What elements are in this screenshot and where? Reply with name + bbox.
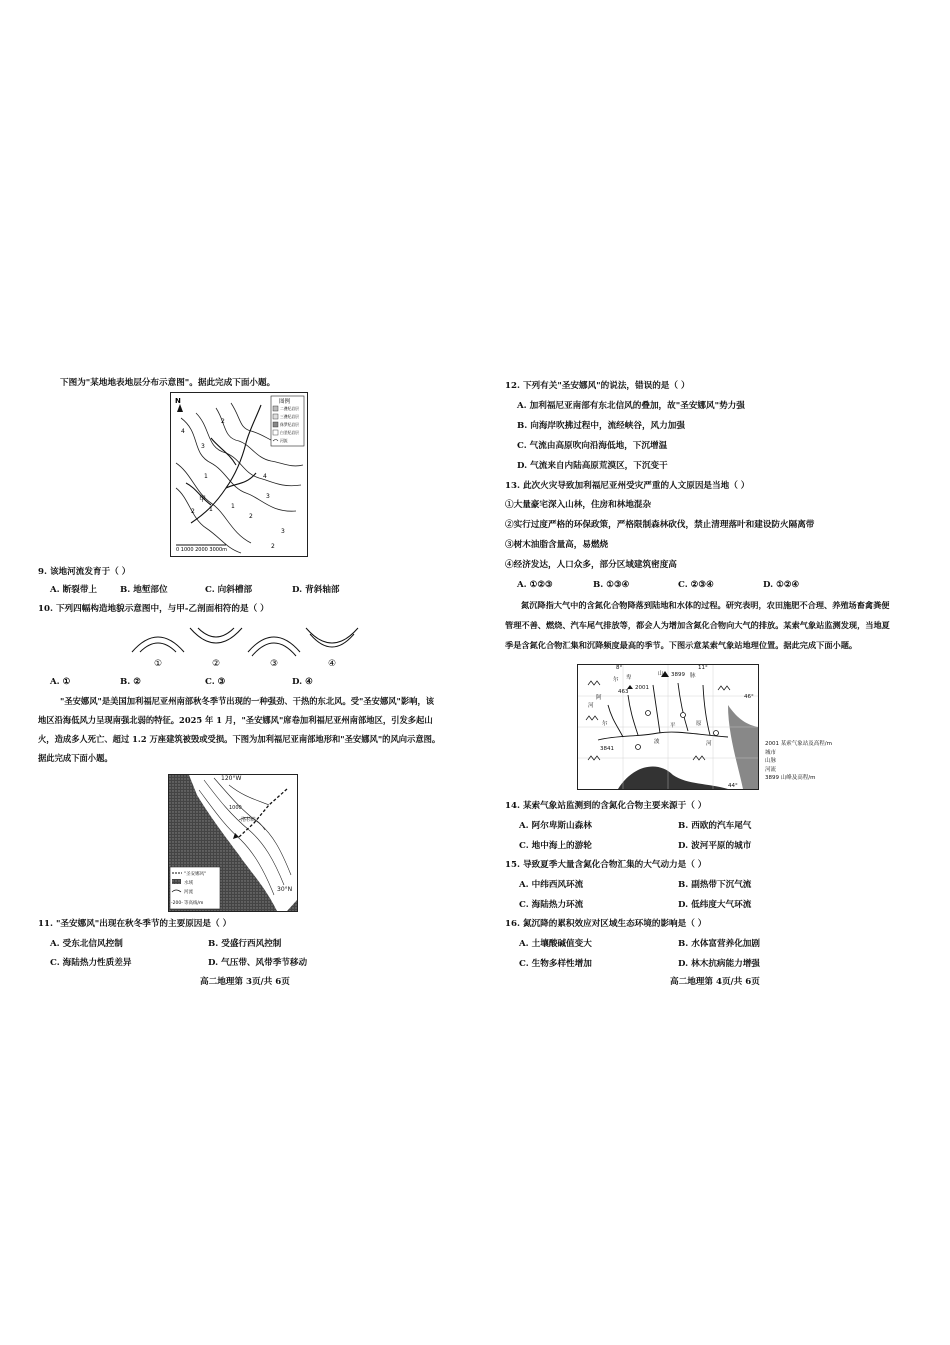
label-num: 3 <box>281 528 285 535</box>
q14-option-d[interactable]: D. 波河平原的城市 <box>678 841 752 851</box>
map-label: 河 <box>706 741 712 747</box>
q12-option-b[interactable]: B. 向海岸吹拂过程中，流经峡谷，风力加强 <box>517 421 685 431</box>
map-label: 平 <box>670 723 676 729</box>
q13-item: ①大量豪宅深入山林，住房和林地混杂 <box>505 500 652 510</box>
q13-option-d[interactable]: D. ①②④ <box>763 580 800 590</box>
q10-option-c[interactable]: C. ③ <box>205 677 226 687</box>
q11-option-d[interactable]: D. 气压带、风带季节移动 <box>208 958 308 968</box>
q14-option-c[interactable]: C. 地中海上的游轮 <box>519 841 592 851</box>
label-num: 2 <box>249 513 253 520</box>
q10-option-d[interactable]: D. ④ <box>292 677 313 687</box>
page-footer: 高二地理第 4页/共 6页 <box>670 977 760 987</box>
q12-stem: 12. 下列有关"圣安娜风"的说法，错误的是（ ） <box>505 381 690 391</box>
elev-label: 3841 <box>600 746 614 752</box>
legend-item: 白垩纪岩层 <box>280 430 299 435</box>
q12-option-a[interactable]: A. 加利福尼亚南部有东北信风的叠加，故"圣安娜风"势力强 <box>517 401 745 411</box>
q16-option-c[interactable]: C. 生物多样性增加 <box>519 959 592 969</box>
right-page <box>475 0 950 1345</box>
q13-option-a[interactable]: A. ①②③ <box>517 580 553 590</box>
label-num: 2 <box>271 543 275 550</box>
map-label: 卑 <box>626 675 632 681</box>
city-label: 洛杉矶 <box>241 817 257 823</box>
q13-item: ②实行过度严格的环保政策，严格限制森林砍伐，禁止清理落叶和建设防火隔离带 <box>505 520 815 530</box>
legend-item: 二叠纪岩层 <box>280 406 299 411</box>
label-num: 3 <box>266 493 270 500</box>
fold-label: ④ <box>327 659 337 669</box>
passage-line: 氮沉降指大气中的含氮化合物降落到陆地和水体的过程。研究表明，农田施肥不合理、养殖场畜禽粪便 <box>521 600 890 610</box>
q15-stem: 15. 导致夏季大量含氮化合物汇集的大气动力是（ ） <box>505 860 707 870</box>
q15-option-b[interactable]: B. 副热带下沉气流 <box>678 880 752 890</box>
label-num: 1 <box>204 473 208 480</box>
q9-option-a[interactable]: A. 断裂带上 <box>50 585 98 595</box>
passage-line: 据此完成下面小题。 <box>38 753 113 763</box>
map-label: 原 <box>696 721 702 727</box>
fold-label: ③ <box>269 659 279 669</box>
q13-item: ③树木油脂含量高，易燃烧 <box>505 540 609 550</box>
legend-item: 山脉 <box>765 758 777 765</box>
po-valley-map-svg <box>578 665 758 789</box>
north-label: N <box>175 397 181 405</box>
q9-option-c[interactable]: C. 向斜槽部 <box>205 585 253 595</box>
legend-item: 3899 山峰及高程/m <box>765 775 816 782</box>
q12-option-d[interactable]: D. 气流来自内陆高原荒漠区，下沉变干 <box>517 461 668 471</box>
label-num: 4 <box>181 428 185 435</box>
q13-item: ④经济发达，人口众多，部分区域建筑密度高 <box>505 560 677 570</box>
po-map-legend <box>765 740 832 783</box>
map-label: 河 <box>588 703 594 709</box>
legend-title: 图例 <box>279 399 291 405</box>
fold-diagrams <box>130 622 360 670</box>
q16-stem: 16. 氮沉降的累积效应对区域生态环境的影响是（ ） <box>505 919 707 929</box>
label-num: 1 <box>231 503 235 510</box>
lon-label: 8° <box>616 665 623 671</box>
q15-option-c[interactable]: C. 海陆热力环流 <box>519 900 584 910</box>
q15-option-a[interactable]: A. 中纬西风环流 <box>519 880 584 890</box>
label-num: 1 <box>209 506 213 513</box>
california-map-svg <box>169 775 297 911</box>
lat-label: 44° <box>728 783 738 789</box>
fold-label: ① <box>153 659 163 669</box>
q14-option-b[interactable]: B. 西欧的汽车尾气 <box>678 821 752 831</box>
label-num: 2 <box>221 418 225 425</box>
map-label: 脉 <box>690 673 696 679</box>
map-label: 山 <box>658 671 664 677</box>
q9-option-d[interactable]: D. 背斜轴部 <box>292 585 340 595</box>
legend-item: 河流 <box>184 890 193 895</box>
q11-option-b[interactable]: B. 受盛行西风控制 <box>208 939 282 949</box>
strata-map-svg <box>171 393 307 556</box>
q13-option-c[interactable]: C. ②③④ <box>678 580 714 590</box>
legend-item: "圣安娜风" <box>184 872 207 877</box>
q14-stem: 14. 某索气象站监测到的含氮化合物主要来源于（ ） <box>505 801 707 811</box>
legend-item: 河流 <box>765 766 777 773</box>
q13-stem: 13. 此次火灾导致加利福尼亚州受灾严重的人文原因是当地（ ） <box>505 481 750 491</box>
california-map-figure <box>168 774 298 912</box>
station-label: 2001 <box>635 685 649 691</box>
legend-item: 2001 某索气象站及高程/m <box>765 741 832 747</box>
map-label: 尔 <box>613 677 619 683</box>
q16-option-b[interactable]: B. 水体富营养化加剧 <box>678 939 760 949</box>
label-num: 3 <box>201 443 205 450</box>
q16-option-a[interactable]: A. 土壤酸碱值变大 <box>519 939 592 949</box>
passage-line: 管理不善、燃烧、汽车尾气排放等，都会人为增加含氮化合物向大气的排放。某索气象站监测发现，当地夏 <box>505 620 890 630</box>
q13-option-b[interactable]: B. ①③④ <box>593 580 630 590</box>
q10-option-a[interactable]: A. ① <box>50 677 71 687</box>
lat-label: 30°N <box>277 886 293 893</box>
lat-label: 46° <box>744 694 754 700</box>
legend-item: 城市 <box>765 749 777 756</box>
map-intro: 下图为"某地地表地层分布示意图"。据此完成下面小题。 <box>60 378 276 388</box>
north-arrow-icon <box>177 404 183 412</box>
legend-item: 水域 <box>184 881 193 886</box>
label-num: 2 <box>191 508 195 515</box>
q9-option-b[interactable]: B. 地堑部位 <box>120 585 168 595</box>
label-num: 4 <box>263 473 267 480</box>
label-jia: 甲 <box>199 495 206 503</box>
passage-line: "圣安娜风"是美国加利福尼亚州南部秋冬季节出现的一种强劲、干热的东北风。受"圣安娜风"影响，该 <box>60 696 435 706</box>
passage-line: 地区沿海低风力呈现南强北弱的特征。2025 年 1 月，"圣安娜风"席卷加利福尼亚州南部地区，引发多起山 <box>38 715 433 725</box>
legend-item: 侏罗纪岩层 <box>280 422 299 427</box>
legend-contour-key: -200- <box>171 901 183 906</box>
strata-map-figure <box>170 392 308 557</box>
passage-line: 火，造成多人死亡、超过 1.2 万座建筑被毁或受损。下图为加利福尼亚南部地形和"圣安娜风"的风向示意图。 <box>38 734 441 744</box>
q11-option-c[interactable]: C. 海陆热力性质差异 <box>50 958 132 968</box>
lon-label: 11° <box>698 665 708 671</box>
peak-label: 3899 <box>671 672 685 678</box>
q11-option-a[interactable]: A. 受东北信风控制 <box>50 939 123 949</box>
q9-stem: 9. 该地河流发育于（ ） <box>38 567 131 577</box>
page-footer: 高二地理第 3页/共 6页 <box>200 977 290 987</box>
scale-bar-label: 0 1000 2000 3000m <box>176 547 227 553</box>
map-label: 波 <box>654 739 660 745</box>
map-label: 尔 <box>602 721 608 727</box>
contour-label: 1000 <box>229 805 242 811</box>
legend-item: 等高线/m <box>184 901 204 906</box>
elev-label: 463 <box>618 689 629 695</box>
passage-line: 季是含氮化合物汇集和沉降频度最高的季节。下图示意某索气象站地理位置。据此完成下面小题。 <box>505 640 858 650</box>
legend-item: 三叠纪岩层 <box>280 414 299 419</box>
q12-option-c[interactable]: C. 气流由高原吹向沿海低地，下沉增温 <box>517 441 668 451</box>
legend-item: 河流 <box>280 438 288 443</box>
q10-option-b[interactable]: B. ② <box>120 677 141 687</box>
q16-option-d[interactable]: D. 林木抗病能力增强 <box>678 959 760 969</box>
q11-stem: 11. "圣安娜风"出现在秋冬季节的主要原因是（ ） <box>38 919 232 929</box>
map-label: 阿 <box>596 695 602 701</box>
fold-label: ② <box>211 659 221 669</box>
q10-stem: 10. 下列四幅构造地貌示意图中，与甲-乙剖面相符的是（ ） <box>38 604 269 614</box>
q15-option-d[interactable]: D. 低纬度大气环流 <box>678 900 752 910</box>
po-valley-map-figure <box>577 664 759 790</box>
lon-label: 120°W <box>221 775 242 782</box>
q14-option-a[interactable]: A. 阿尔卑斯山森林 <box>519 821 592 831</box>
